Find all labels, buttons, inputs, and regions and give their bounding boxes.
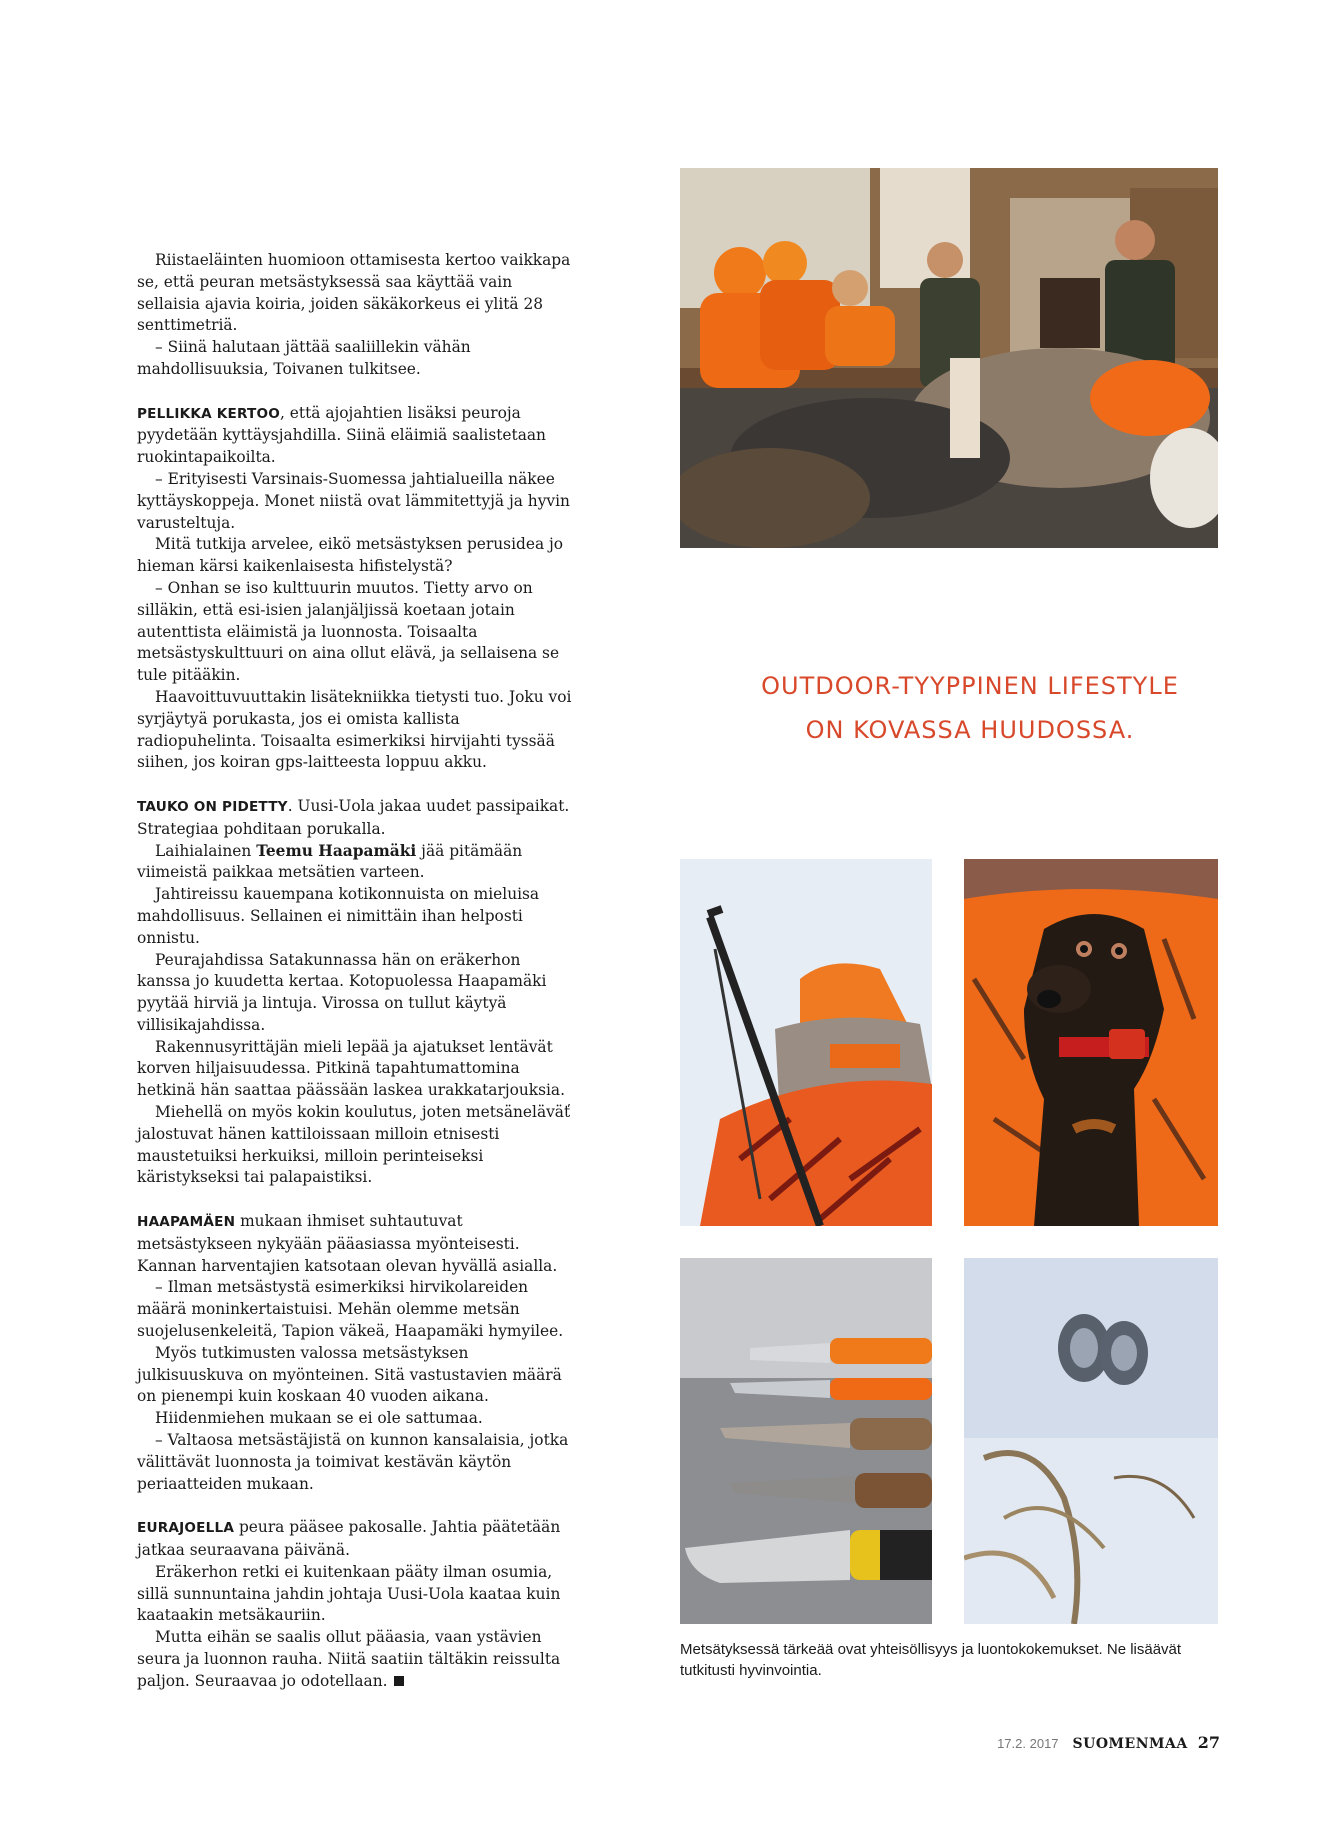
paragraph: – Valtaosa metsästäjistä on kunnon kansalaisia, jotka välittävät luonnosta ja toimivat kestävän käytön periaatteiden mukaan. [137, 1431, 569, 1493]
section-lead: EURAJOELLA [137, 1520, 235, 1537]
paragraph: Peurajahdissa Satakunnassa hän on eräkerhon kanssa jo kuudetta kertaa. Kotopuolessa Haapamäki pyytää hirviä ja lintuja. Virossa on tullut käytyä villisikajahdissa. [137, 950, 547, 1034]
paragraph: Hiidenmiehen mukaan se ei ole sattumaa. [155, 1409, 483, 1428]
pull-quote [690, 664, 1250, 752]
paragraph-section [137, 403, 575, 469]
page-number: 27 [1197, 1733, 1220, 1752]
paragraph-text: Laihialainen [155, 841, 257, 860]
paragraph: Haavoittuvuuttakin lisätekniikka tietysti tuo. Joku voi syrjäytyä porukasta, jos ei omista kallista radiopuhelinta. Toisaalta esimerkiksi hirvijahti tyssää siihen, jos koiran gps-laitteesta loppuu akku. [137, 687, 572, 772]
page-footer [990, 1733, 1220, 1752]
paragraph [137, 841, 575, 885]
photo-hunters-cabin [680, 168, 1218, 548]
photo-knives [680, 1258, 932, 1624]
pull-quote-line: OUTDOOR-TYYPPINEN LIFESTYLE [761, 672, 1179, 700]
paragraph-section [137, 1211, 575, 1277]
issue-date: 17.2. 2017 [997, 1736, 1059, 1751]
paragraph-text: peura pääsee pakosalle. Jahtia päätetään jatkaa seuraavana päivänä. [137, 1518, 561, 1560]
paragraph: – Ilman metsästystä esimerkiksi hirvikolareiden määrä moninkertaistuisi. Mehän olemme metsän suojelusenkeleitä, Tapion väkeä, Haapamäki hymyilee. [137, 1278, 564, 1341]
paragraph: Rakennusyrittäjän mieli lepää ja ajatukset lentävät korven hiljaisuudessa. Pitkinä tapahtumattomina hetkinä hän saattaa päässään laskea urakkatarjouksia. [137, 1037, 565, 1100]
photo-dog-collar [964, 859, 1218, 1226]
article-body [137, 250, 575, 1693]
paragraph: Jahtireissu kauempana kotikonnuista on mieluisa mahdollisuus. Sellainen ei nimittäin ihan helposti onnistu. [137, 885, 540, 947]
paragraph: – Erityisesti Varsinais-Suomessa jahtialueilla näkee kyttäyskoppeja. Monet niistä ovat lämmitettyjä ja hyvin varusteltuja. [137, 469, 570, 532]
paragraph: – Siinä halutaan jättää saaliillekin vähän mahdollisuuksia, Toivanen tulkitsee. [137, 338, 471, 378]
paragraph-text: jää pitämään viimeistä paikkaa metsätien varteen. [137, 841, 523, 882]
paragraph-section [137, 1517, 575, 1562]
paragraph: Eräkerhon retki ei kuitenkaan pääty ilman osumia, sillä sunnuntaina jahdin johtaja Uusi-Uola kaataa kuin kaataakin metsäkauriin. [137, 1562, 561, 1625]
paragraph: – Onhan se iso kulttuurin muutos. Tietty arvo on silläkin, että esi-isien jalanjäljissä koetaan jotain autenttista eläimistä ja luonnosta. Toisaalta metsästyskulttuuri on aina ollut elävä, ja sellaisena se tule pitääkin. [137, 578, 560, 685]
paragraph-text: mukaan ihmiset suhtautuvat metsästykseen nykyään pääasiassa myönteisesti. Kannan harventajien katsotaan olevan hyvällä asialla. [137, 1212, 558, 1275]
section-lead: TAUKO ON PIDETTY [137, 798, 288, 815]
paragraph: Mitä tutkija arvelee, eikö metsästyksen perusidea jo hieman kärsi kaikenlaisesta hifistelystä? [137, 535, 564, 576]
paragraph-section [137, 796, 575, 841]
section-lead: PELLIKKA KERTOO [137, 405, 281, 422]
paragraph-text: . Uusi-Uola jakaa uudet passipaikat. Strategiaa pohditaan porukalla. [137, 796, 570, 838]
end-mark [394, 1676, 404, 1686]
magazine-name: SUOMENMAA [1072, 1736, 1188, 1752]
paragraph-text: Mutta eihän se saalis ollut pääasia, vaan ystävien seura ja luonnon rauha. Niitä saatiin tältäkin reissulta paljon. Seuraavaa jo odotellaan. [137, 1628, 561, 1690]
photo-snow-track [964, 1258, 1218, 1624]
pull-quote-line: ON KOVASSA HUUDOSSA. [805, 716, 1135, 744]
person-name: Teemu Haapamäki [256, 841, 417, 860]
paragraph [137, 1627, 575, 1692]
photo-caption: Metsätyksessä tärkeää ovat yhteisöllisyys ja luontokokemukset. Ne lisäävät tutkitusti hyvinvointia. [680, 1641, 1182, 1679]
photo-hunter-rifle [680, 859, 932, 1226]
paragraph: Myös tutkimusten valossa metsästyksen julkisuuskuva on myönteinen. Sitä vastustavien määrä on pienempi kuin koskaan 40 vuoden aikana. [137, 1343, 562, 1406]
paragraph: Riistaeläinten huomioon ottamisesta kertoo vaikkapa se, että peuran metsästyksessä saa käyttää vain sellaisia ajavia koiria, joiden säkäkorkeus ei ylitä 28 senttimetriä. [137, 251, 571, 335]
paragraph: Miehellä on myös kokin koulutus, joten metsäneläväť jalostuvat hänen kattiloissaan milloin etnisesti maustetuiksi herkuiksi, milloin perinteiseksi käristykseksi tai palapaistiksi. [137, 1103, 571, 1187]
paragraph-text: , että ajojahtien lisäksi peuroja pyydetään kyttäysjahdilla. Siinä eläimiä saalistetaan ruokintapaikoilta. [137, 403, 546, 467]
section-lead: HAAPAMÄEN [137, 1214, 236, 1231]
